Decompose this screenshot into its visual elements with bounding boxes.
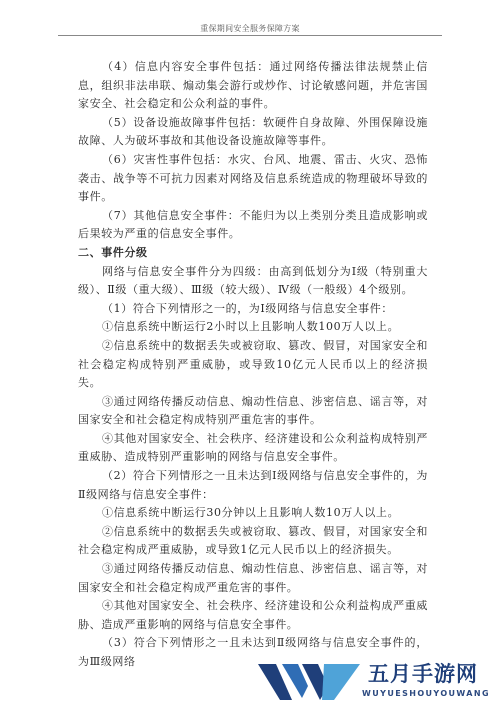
paragraph-level-1-item-2: ②信息系统中的数据丢失或被窃取、篡改、假冒，对国家安全和社会稳定构成特别严重威胁，或导致10亿元人民币以上的经济损失。: [78, 338, 428, 390]
section-heading-event-levels: 二、事件分级: [78, 245, 148, 259]
paragraph-level-2-item-4: ④其他对国家安全、社会秩序、经济建设和公众利益构成严重威胁、造成严重影响的网络与信息安全事件。: [78, 599, 428, 631]
document-body: [78, 58, 428, 672]
header-divider: [58, 35, 442, 36]
paragraph-level-1-item-3: ③通过网络传播反动信息、煽动性信息、涉密信息、谣言等，对国家安全和社会稳定构成特别严重危害的事件。: [78, 394, 428, 427]
paragraph-level-1-item-1: ①信息系统中断运行2小时以上且影响人数100万人以上。: [102, 320, 400, 334]
paragraph-level-overview: 网络与信息安全事件分为四级：由高到低划分为Ⅰ级（特别重大级）、Ⅱ级（重大级）、Ⅲ级（较大级）、Ⅳ级（一般级）4个级别。: [78, 264, 428, 297]
paragraph-level-2-intro: （2）符合下列情形之一且未达到Ⅰ级网络与信息安全事件的，为Ⅱ级网络与信息安全事件：: [78, 469, 428, 501]
paragraph-level-2-item-2: ②信息系统中的数据丢失或被窃取、篡改、假冒，对国家安全和社会稳定构成严重威胁，或导致1亿元人民币以上的经济损失。: [78, 524, 428, 557]
paragraph-other-event: （7）其他信息安全事件：不能归为以上类别分类且造成影响或后果较为严重的信息安全事件。: [78, 208, 428, 241]
site-watermark: [250, 658, 500, 708]
paragraph-level-3-intro: （3）符合下列情形之一且未达到Ⅱ级网络与信息安全事件的，为Ⅲ级网络: [78, 636, 428, 668]
paragraph-device-failure: （5）设备设施故障事件包括：软硬件自身故障、外围保障设施故障、人为破坏事故和其他设备设施故障等事件。: [78, 115, 428, 148]
paragraph-content-security: （4）信息内容安全事件包括：通过网络传播法律法规禁止信息，组织非法串联、煽动集会游行或炒作、讨论敏感问题，并危害国家安全、社会稳定和公众利益的事件。: [78, 60, 428, 111]
paragraph-level-1-item-4: ④其他对国家安全、社会秩序、经济建设和公众利益构成特别严重威胁、造成特别严重影响的网络与信息安全事件。: [78, 431, 428, 464]
paragraph-level-2-item-3: ③通过网络传播反动信息、煽动性信息、涉密信息、谣言等，对国家安全和社会稳定构成严重危害的事件。: [78, 562, 428, 594]
watermark-logo-icon: [258, 660, 362, 706]
watermark-subtitle: WUYUESHOUYOUWANG: [362, 689, 490, 698]
paragraph-level-1-intro: （1）符合下列情形之一的，为Ⅰ级网络与信息安全事件：: [102, 301, 393, 315]
watermark-title: 五月手游网: [368, 662, 478, 686]
paragraph-level-2-item-1: ①信息系统中断运行30分钟以上且影响人数10万人以上。: [102, 506, 400, 520]
paragraph-disaster-event: （6）灾害性事件包括：水灾、台风、地震、雷击、火灾、恐怖袭击、战争等不可抗力因素对网络及信息系统造成的物理破坏导致的事件。: [78, 152, 428, 204]
page-header-title: 重保期间安全服务保障方案: [200, 24, 300, 33]
